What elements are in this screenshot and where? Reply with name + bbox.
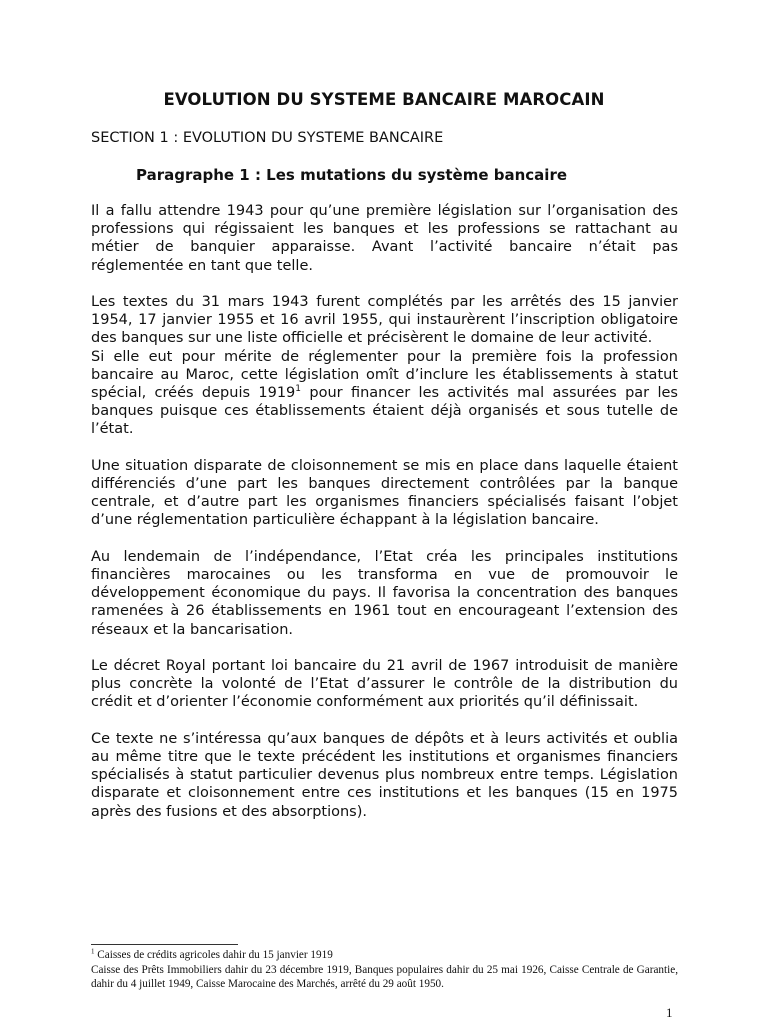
body-paragraph-5: Au lendemain de l’indépendance, l’Etat créa les principales institutions financières marocaines ou les transforma en vue de promouvoir le développement économique du pays. Il favorisa la concentration des banques ramenées à 26 établissements en 1961 tout en encourageant l’extension des réseaux et la bancarisation. xyxy=(91,548,678,638)
body-paragraph-1: Il a fallu attendre 1943 pour qu’une première législation sur l’organisation des professions qui régissaient les banques et les professions se rattachant au métier de banquier apparaisse. Avant l’activité bancaire n’était pas réglementée en tant que telle. xyxy=(91,203,678,274)
footnote-line-2: Caisse des Prêts Immobiliers dahir du 23 décembre 1919, Banques populaires dahir du 25 mai 1926, Caisse Centrale de Garantie, dahir du 4 juillet 1949, Caisse Marocaine des Marchés, arrêté du 29 août 1950. xyxy=(91,963,678,990)
footnote-marker: 1 xyxy=(91,947,95,956)
paragraph-heading: Paragraphe 1 : Les mutations du système bancaire xyxy=(136,166,568,184)
footnote-line-1-text: Caisses de crédits agricoles dahir du 15 janvier 1919 xyxy=(94,949,333,961)
body-paragraph-4: Une situation disparate de cloisonnement se mis en place dans laquelle étaient différenciés d’une part les banques directement contrôlées par la banque centrale, et d’autre part les organismes financiers spécialisés faisant l’objet d’une réglementation particulière échappant à la législation bancaire. xyxy=(91,457,678,529)
body-paragraph-3 xyxy=(91,348,678,439)
section-heading: SECTION 1 : EVOLUTION DU SYSTEME BANCAIRE xyxy=(91,130,444,146)
body-paragraph-6: Le décret Royal portant loi bancaire du 21 avril de 1967 introduisit de manière plus concrète la volonté de l’Etat d’assurer le contrôle de la distribution du crédit et d’orienter l’économie conformément aux priorités qu’il définissait. xyxy=(91,658,678,711)
document-title: EVOLUTION DU SYSTEME BANCAIRE MAROCAIN xyxy=(163,90,605,109)
page-number: 1 xyxy=(666,1005,673,1020)
footnote-line-1 xyxy=(91,948,678,963)
body-text xyxy=(91,202,678,839)
footnotes xyxy=(91,948,678,992)
body-paragraph-2: Les textes du 31 mars 1943 furent complétés par les arrêtés des 15 janvier 1954, 17 janvier 1955 et 16 avril 1955, qui instaurèrent l’inscription obligatoire des banques sur une liste officielle et précisèrent le domaine de leur activité. xyxy=(91,294,678,347)
body-paragraph-3-after: pour financer les activités mal assurées par les banques puisque ces établissements étaient déjà organisés et sous tutelle de l’état. xyxy=(91,385,678,438)
body-paragraph-7: Ce texte ne s’intéressa qu’aux banques de dépôts et à leurs activités et oublia au même titre que le texte précédent les institutions et organismes financiers spécialisés à statut particulier devenus plus nombreux entre temps. Législation disparate et cloisonnement entre ces institutions et les banques (15 en 1975 après des fusions et des absorptions). xyxy=(91,730,678,820)
footnote-reference: 1 xyxy=(295,384,302,395)
body-paragraph-3-before: Si elle eut pour mérite de réglementer pour la première fois la profession bancaire au Maroc, cette législation omît d’inclure les établissements à statut spécial, créés depuis 1919 xyxy=(91,348,678,402)
footnote-separator xyxy=(91,944,238,945)
